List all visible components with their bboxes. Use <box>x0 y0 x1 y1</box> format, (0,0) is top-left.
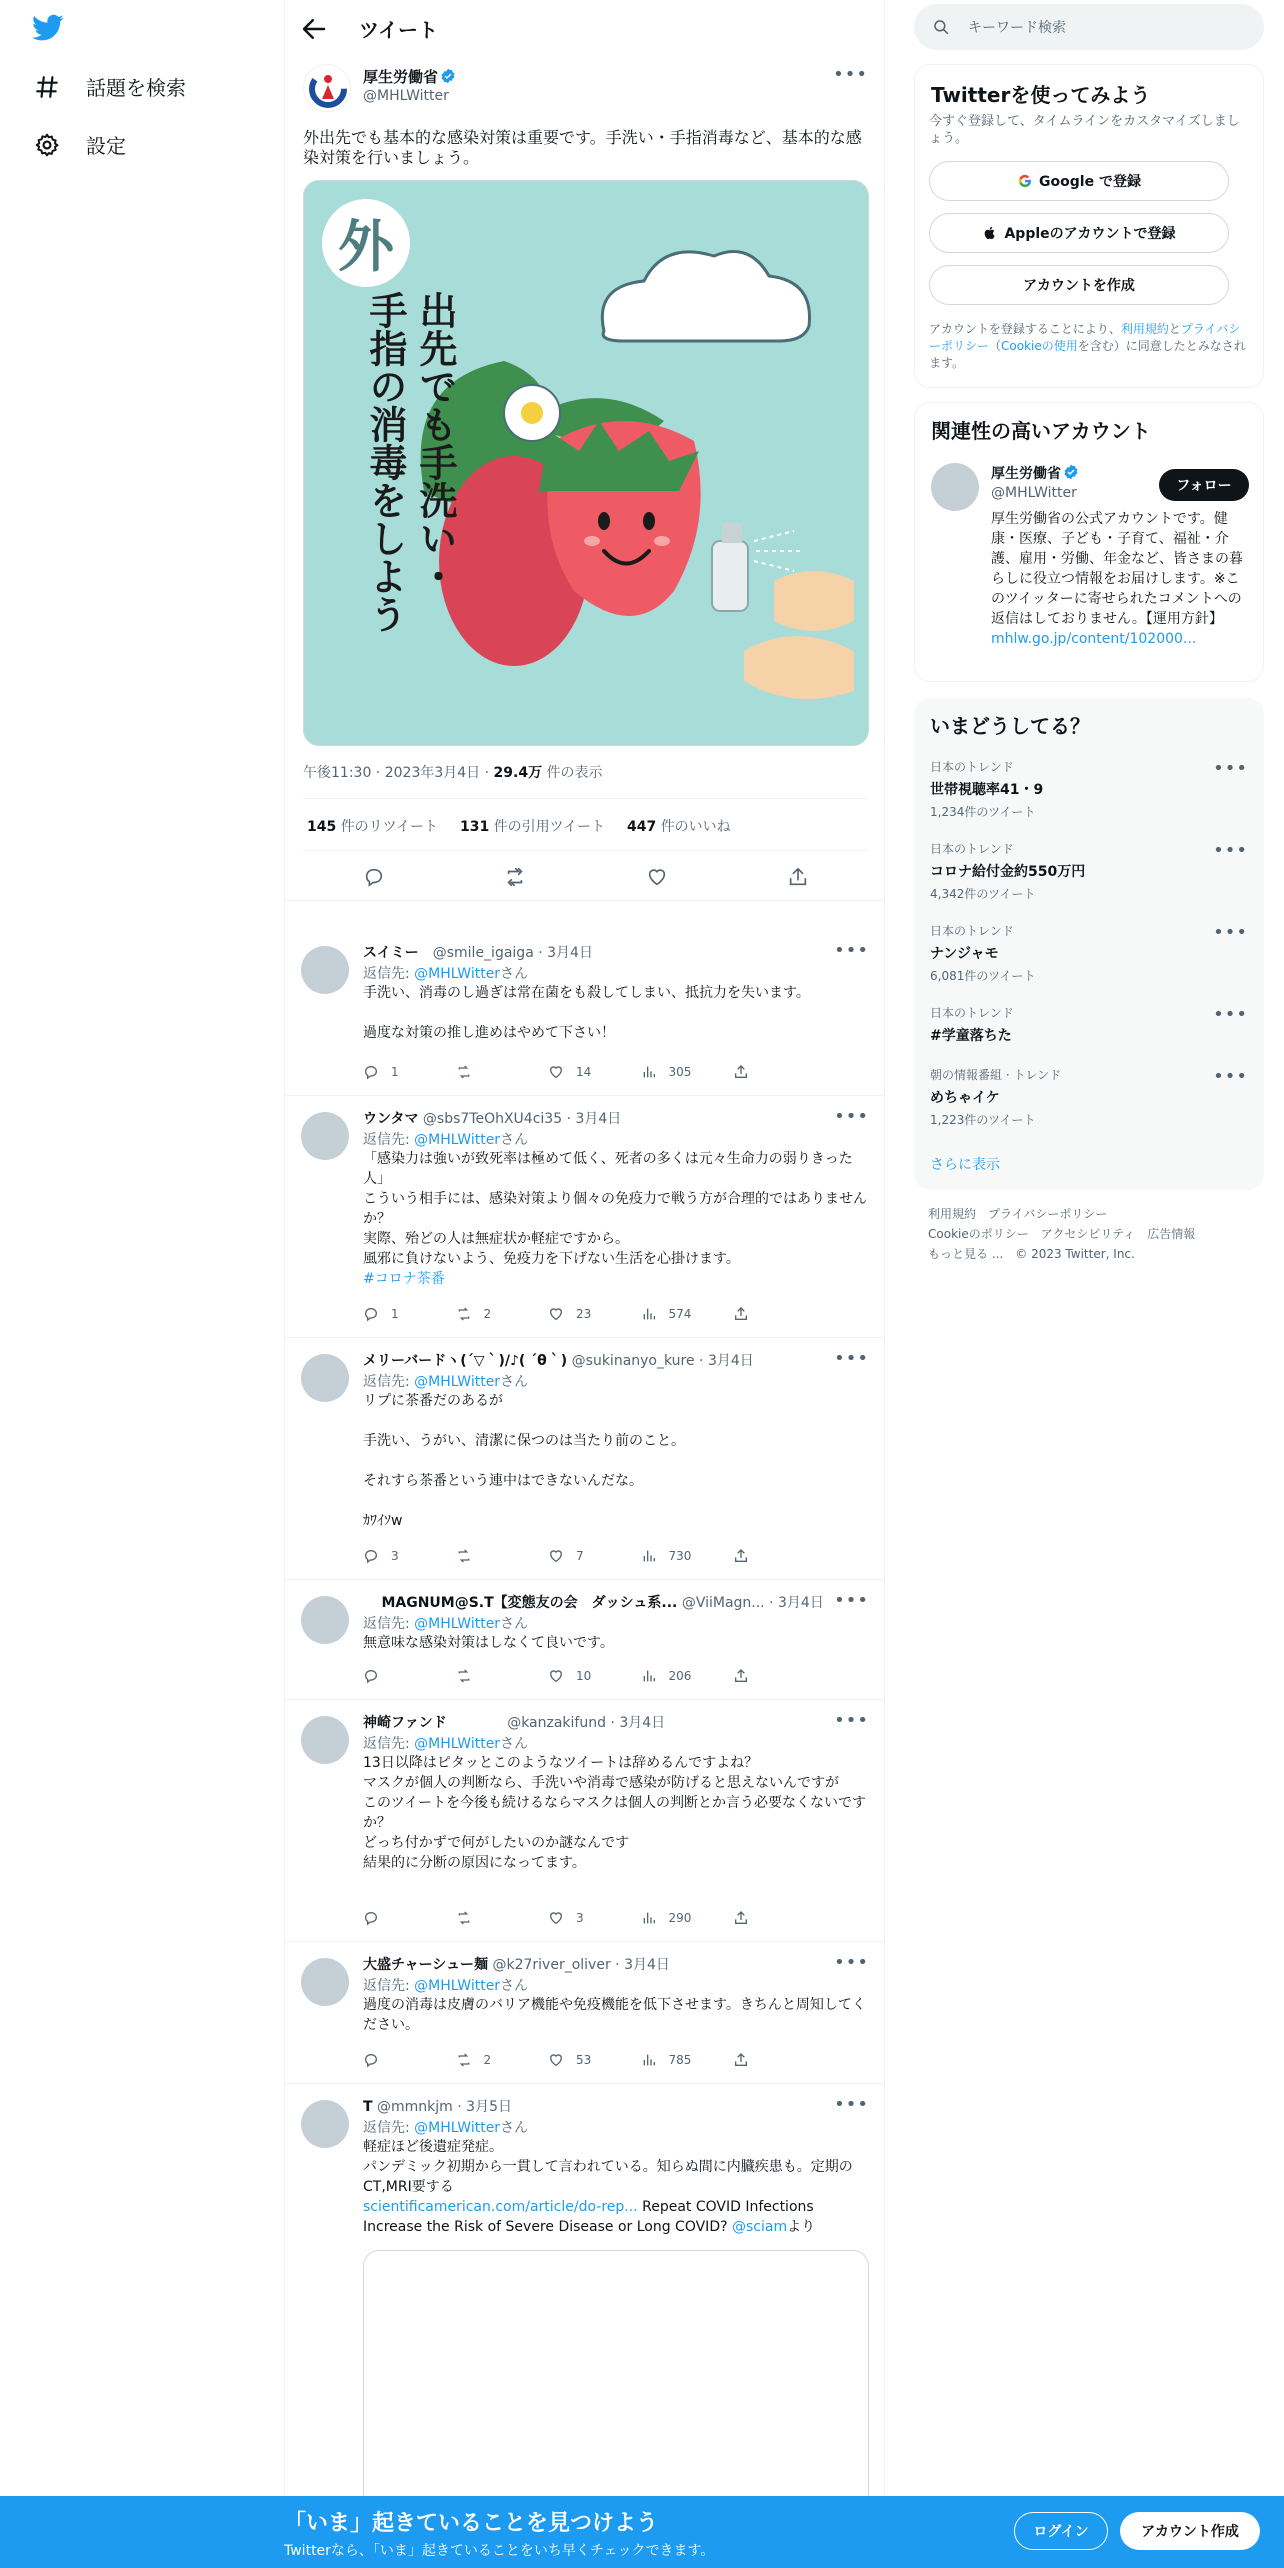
footer-copyright: © 2023 Twitter, Inc. <box>1015 1247 1135 1261</box>
reply-retweet-action[interactable] <box>456 1668 544 1684</box>
views-count: 290 <box>668 1911 692 1925</box>
reply-to-suffix: さん <box>500 1616 529 1632</box>
reply-to-label: 返信先: <box>363 966 410 982</box>
reply-author-name[interactable]: スイミー <box>363 945 419 961</box>
trend-item[interactable] <box>930 1004 1248 1045</box>
create-account-button[interactable] <box>929 265 1229 305</box>
trend-name: コロナ給付金約550万円 <box>930 864 1086 880</box>
tweet-image[interactable] <box>303 180 869 746</box>
legal-paren: （ <box>989 339 1002 353</box>
retweets-label: 件のリツイート <box>340 819 438 835</box>
reply-header: メリーバードヽ(´▽｀)/♪( ´θ｀) @sukinanyo_kure · 3月4日 <box>363 1353 754 1369</box>
reply-date[interactable]: 3月4日 <box>707 1353 754 1369</box>
trend-more-icon[interactable]: ••• <box>1213 1066 1248 1087</box>
reply-author-handle[interactable]: @ViiMagn... <box>681 1595 765 1611</box>
reply-tweet[interactable] <box>285 1338 885 1580</box>
reply-like-action[interactable] <box>548 1306 636 1322</box>
retweet-icon[interactable] <box>504 866 526 888</box>
reply-date[interactable]: 3月4日 <box>624 1957 670 1973</box>
reply-tweet[interactable] <box>285 1096 885 1338</box>
reply-to-handle[interactable]: @MHLWitter <box>414 1978 501 1994</box>
reply-avatar[interactable] <box>301 1112 349 1160</box>
tweet-views-count: 29.4万 <box>493 765 543 781</box>
hashtag-link[interactable]: #コロナ茶番 <box>363 1271 445 1287</box>
trend-more-icon[interactable]: ••• <box>1213 1004 1248 1025</box>
trend-name: 世帯視聴率41・9 <box>930 782 1044 798</box>
reply-author-name[interactable]: メリーバードヽ(´▽｀)/♪( ´θ｀) <box>363 1353 568 1369</box>
mention-link[interactable]: @sciam <box>731 2219 788 2235</box>
reply-views-action[interactable] <box>641 1548 729 1564</box>
hashtag-icon <box>34 74 60 100</box>
search-box[interactable] <box>914 4 1264 50</box>
signup-panel <box>914 64 1264 388</box>
article-title: Repeat COVID Infections Increase the Risk of Severe Disease or Long COVID? <box>363 2199 819 2235</box>
reply-actions <box>363 1668 793 1684</box>
reply-header: ウンタマ @sbs7TeOhXU4ci35 · 3月4日 <box>363 1111 622 1127</box>
reply-to-handle[interactable]: @MHLWitter <box>414 1616 501 1632</box>
reply-to <box>363 1371 528 1391</box>
reply-tweet[interactable] <box>285 930 885 1096</box>
like-count: 10 <box>576 1669 592 1683</box>
reply-author-handle[interactable]: @sukinanyo_kure <box>571 1353 695 1369</box>
related-bio-link[interactable]: mhlw.go.jp/content/102000... <box>991 631 1197 647</box>
cookie-link[interactable]: Cookieの使用 <box>1001 339 1078 353</box>
tweet-actions <box>303 860 869 894</box>
reply-retweet-action[interactable] <box>456 2052 544 2068</box>
reply-to-suffix: さん <box>500 1736 529 1752</box>
trend-more-icon[interactable]: ••• <box>1213 758 1248 779</box>
legal-prefix: アカウントを登録することにより、 <box>929 322 1121 336</box>
views-icon <box>641 2052 657 2068</box>
reply-text-content: 「感染力は強いが致死率は極めて低く、死者の多くは元々生命力の弱りきった人」 こういう相手には、感染対策より個々の免疫力で戦う方が合理的ではありませんか？ 実際、殆どの人は無症状か軽症ですから。 風邪に負けないよう、免疫力を下げない生活を心掛けます。 <box>363 1151 867 1267</box>
share-icon <box>733 1306 749 1322</box>
trend-category: 日本のトレンド <box>930 760 1014 774</box>
signup-title: Twitterを使ってみよう <box>931 83 1151 107</box>
share-icon <box>733 1668 749 1684</box>
reply-more-icon[interactable]: ••• <box>834 1106 869 1127</box>
retweet-icon <box>456 1306 472 1322</box>
views-icon <box>641 1548 657 1564</box>
reply-like-action[interactable] <box>548 1668 636 1684</box>
retweet-icon <box>456 2052 472 2068</box>
reply-author-name[interactable]: ウンタマ <box>363 1111 419 1127</box>
retweet-icon <box>456 1910 472 1926</box>
quotes-label: 件の引用ツイート <box>493 819 605 835</box>
reply-text: 過度の消毒は皮膚のバリア機能や免疫機能を低下させます。きちんと周知してください。 <box>363 1997 866 2033</box>
signup-legal <box>929 321 1249 372</box>
reply-to-label: 返信先: <box>363 2120 410 2136</box>
reply-to-label: 返信先: <box>363 1616 410 1632</box>
verified-badge-icon <box>440 68 456 84</box>
like-icon <box>548 2052 564 2068</box>
reply-text: 13日以降はピタッとこのようなツイートは辞めるんですよね？ マスクが個人の判断なら、手洗いや消毒で感染が防げると思えないんですが このツイートを今後も続けるならマスクは個人の判断とか言う必要なくないですか？ どっち付かずで何がしたいのか謎なんです 結果的に分断の原因になってます。 <box>363 1755 867 1871</box>
reply-more-icon[interactable]: ••• <box>834 2094 869 2115</box>
image-badge: 外 <box>338 214 394 280</box>
legal-and: と <box>1168 322 1181 336</box>
nav-explore[interactable] <box>34 72 186 101</box>
like-count: 23 <box>576 1307 592 1321</box>
reply-icon <box>363 1306 379 1322</box>
retweet-icon <box>456 1064 472 1080</box>
trend-category: 日本のトレンド <box>930 924 1014 938</box>
reply-actions <box>363 1064 793 1080</box>
reply-header: 大盛チャーシュー麺 @k27river_oliver · 3月4日 <box>363 1957 670 1973</box>
reply-header: T @mmnkjm · 3月5日 <box>363 2099 512 2115</box>
like-icon <box>548 1306 564 1322</box>
trend-name: ナンジャモ <box>930 946 999 962</box>
reply-share-action[interactable] <box>733 1548 793 1564</box>
retweet-icon <box>456 1548 472 1564</box>
reply-header: スイミー @smile_igaiga · 3月4日 <box>363 945 593 961</box>
follow-button[interactable]: フォロー <box>1159 469 1249 501</box>
tweet-meta: 午後11:30 · 2023年3月4日 · 29.4万 件の表示 <box>303 765 603 781</box>
reply-like-action[interactable] <box>548 2052 636 2068</box>
divider <box>303 850 869 851</box>
bottom-signup-bar <box>0 2496 1284 2568</box>
bottom-bar-title: 「いま」起きていることを見つけよう <box>284 2511 659 2536</box>
retweets-count: 145 <box>307 819 337 835</box>
reply-icon[interactable] <box>363 866 385 888</box>
reply-more-icon[interactable]: ••• <box>834 1348 869 1369</box>
nav-settings[interactable] <box>34 130 126 159</box>
trend-category: 朝の情報番組 · トレンド <box>930 1068 1062 1082</box>
reply-icon <box>363 2052 379 2068</box>
reply-share-action[interactable] <box>733 1306 793 1322</box>
reply-to-suffix: さん <box>500 1132 529 1148</box>
retweet-icon <box>456 1668 472 1684</box>
reply-to-handle[interactable]: @MHLWitter <box>414 1736 501 1752</box>
reply-to <box>363 963 528 983</box>
like-icon <box>548 1548 564 1564</box>
reply-author-name[interactable]: T <box>363 2099 373 2115</box>
reply-avatar[interactable] <box>301 1958 349 2006</box>
views-count: 305 <box>668 1065 692 1079</box>
reply-to <box>363 1975 528 1995</box>
reply-reply-action[interactable] <box>363 1306 451 1322</box>
reply-retweet-action[interactable] <box>456 1064 544 1080</box>
reply-more-icon[interactable]: ••• <box>834 1952 869 1973</box>
reply-avatar[interactable] <box>301 2100 349 2148</box>
retweet-count: 2 <box>483 1307 492 1321</box>
author-avatar[interactable] <box>303 64 351 112</box>
search-input[interactable]: キーワード検索 <box>968 20 1066 36</box>
verified-badge-icon <box>1063 464 1079 480</box>
reply-author-handle[interactable]: @kanzakifund <box>507 1715 606 1731</box>
reply-like-action[interactable] <box>548 1548 636 1564</box>
footer-accessibility[interactable]: アクセシビリティ <box>1040 1227 1136 1241</box>
reply-to-label: 返信先: <box>363 1978 410 1994</box>
reply-author-name[interactable]: 神崎ファンド <box>363 1715 447 1731</box>
reply-actions <box>363 1910 793 1926</box>
reply-text: 手洗い、消毒のし過ぎは常在菌をも殺してしまい、抵抗力を失います。 過度な対策の推し進めはやめて下さい！ <box>363 985 810 1041</box>
reply-share-action[interactable] <box>733 1668 793 1684</box>
trend-name: めちゃイケ <box>930 1090 1000 1106</box>
image-caption <box>360 291 460 731</box>
reply-share-action[interactable] <box>733 2052 793 2068</box>
tweet-views-label: 件の表示 <box>546 765 603 781</box>
trend-more-icon[interactable]: ••• <box>1213 922 1248 943</box>
related-title: 関連性の高いアカウント <box>931 419 1151 443</box>
image-caption-line1: 出先でも手洗い・ <box>413 291 458 595</box>
quotes-stat[interactable] <box>460 816 605 836</box>
terms-link[interactable]: 利用規約 <box>1120 322 1169 336</box>
reply-more-icon[interactable]: ••• <box>834 940 869 961</box>
views-icon <box>641 1668 657 1684</box>
tweet-stats <box>307 816 731 836</box>
mention-suffix: より <box>787 2219 816 2235</box>
reply-more-icon[interactable]: ••• <box>834 1710 869 1731</box>
footer-links <box>928 1204 1248 1264</box>
show-more-link[interactable]: さらに表示 <box>930 1157 1000 1173</box>
reply-to-suffix: さん <box>500 966 529 982</box>
reply-text: リプに茶番だのあるが 手洗い、うがい、清潔に保つのは当たり前のこと。 それすら茶番という連中はできないんだな。 ｶﾜｲｿw <box>363 1393 685 1529</box>
trend-count: 4,342件のツイート <box>930 887 1036 901</box>
reply-share-action[interactable] <box>733 1910 793 1926</box>
footer-terms[interactable]: 利用規約 <box>928 1207 977 1221</box>
share-icon <box>733 1910 749 1926</box>
reply-reply-action[interactable] <box>363 2052 451 2068</box>
reply-icon <box>363 1668 379 1684</box>
likes-label: 件のいいね <box>660 819 731 835</box>
page-title: ツイート <box>359 18 438 42</box>
legal-suffix: を含む）に同意したとみなされます。 <box>929 339 1246 370</box>
reply-author-handle[interactable]: @smile_igaiga <box>432 945 534 961</box>
twitter-logo-icon[interactable] <box>32 14 64 42</box>
reply-to <box>363 2117 528 2137</box>
trend-count: 1,223件のツイート <box>930 1113 1036 1127</box>
reply-date[interactable]: 3月4日 <box>778 1595 824 1611</box>
reply-text <box>363 1149 869 1289</box>
google-signup-button[interactable] <box>929 161 1229 201</box>
link-card[interactable] <box>363 2250 869 2510</box>
reply-to <box>363 1613 528 1633</box>
reply-retweet-action[interactable] <box>456 1910 544 1926</box>
related-name-row[interactable] <box>991 463 1079 483</box>
nav-settings-label: 設定 <box>86 134 126 158</box>
bottom-bar-subtitle: Twitterなら、「いま」起きていることをいち早くチェックできます。 <box>284 2543 715 2559</box>
footer-ads[interactable]: 広告情報 <box>1147 1227 1196 1241</box>
trends-panel <box>914 698 1264 1190</box>
reply-reply-action[interactable] <box>363 1548 451 1564</box>
footer-privacy[interactable]: プライバシーポリシー <box>988 1207 1108 1221</box>
reply-share-action[interactable] <box>733 1064 793 1080</box>
like-count: 7 <box>576 1549 584 1563</box>
reply-author-handle[interactable]: @mmnkjm <box>377 2099 453 2115</box>
reply-to-handle[interactable]: @MHLWitter <box>414 1374 501 1390</box>
reply-avatar[interactable] <box>301 1596 349 1644</box>
trend-item[interactable] <box>930 840 1248 902</box>
reply-views-action[interactable] <box>641 1064 729 1080</box>
like-count: 53 <box>576 2053 592 2067</box>
reply-actions <box>363 1548 793 1564</box>
views-count: 574 <box>668 1307 692 1321</box>
views-icon <box>641 1910 657 1926</box>
login-button[interactable]: ログイン <box>1014 2512 1108 2550</box>
author-name-row[interactable] <box>363 66 456 87</box>
share-icon <box>733 2052 749 2068</box>
reply-to-suffix: さん <box>500 2120 529 2136</box>
privacy-link[interactable]: プライバシーポリシー <box>929 322 1241 353</box>
views-count: 206 <box>668 1669 692 1683</box>
reply-author-name[interactable]: MAGNUM@S.T【変態友の会 ダッシュ系... <box>381 1595 678 1611</box>
trend-name: #学童落ちた <box>930 1028 1012 1044</box>
author-handle: @MHLWitter <box>363 88 449 104</box>
search-icon <box>932 18 950 36</box>
reply-to-label: 返信先: <box>363 1736 410 1752</box>
trend-more-icon[interactable]: ••• <box>1213 840 1248 861</box>
back-arrow-icon[interactable] <box>299 14 329 44</box>
reply-icon <box>363 1064 379 1080</box>
reply-to <box>363 1733 528 1753</box>
trend-category: 日本のトレンド <box>930 1006 1014 1020</box>
reply-date[interactable]: 3月5日 <box>466 2099 512 2115</box>
reply-reply-action[interactable] <box>363 1668 451 1684</box>
likes-count: 447 <box>627 819 657 835</box>
reply-author-handle[interactable]: @k27river_oliver <box>492 1957 611 1973</box>
related-accounts-panel <box>914 402 1264 682</box>
apple-icon <box>982 225 998 241</box>
reply-actions <box>363 2052 793 2068</box>
reply-to-label: 返信先: <box>363 1374 410 1390</box>
reply-date[interactable]: 3月4日 <box>575 1111 622 1127</box>
like-count: 3 <box>576 1911 584 1925</box>
related-name: 厚生労働省 <box>991 466 1061 482</box>
reply-count: 3 <box>391 1549 399 1563</box>
google-signup-label: Google で登録 <box>1039 174 1141 190</box>
reply-retweet-action[interactable] <box>456 1548 544 1564</box>
reply-icon <box>363 1910 379 1926</box>
share-icon <box>733 1064 749 1080</box>
divider <box>285 900 885 901</box>
related-handle: @MHLWitter <box>991 485 1077 501</box>
reply-like-action[interactable] <box>548 1910 636 1926</box>
tweet-time[interactable]: 午後11:30 <box>303 765 372 781</box>
reply-icon <box>363 1548 379 1564</box>
footer-more[interactable]: もっと見る ... <box>928 1247 1004 1261</box>
share-icon <box>733 1548 749 1564</box>
reply-count: 1 <box>391 1065 399 1079</box>
reply-retweet-action[interactable] <box>456 1306 544 1322</box>
apple-signup-button[interactable] <box>929 213 1229 253</box>
reply-to-suffix: さん <box>500 1978 529 1994</box>
trends-title: いまどうしてる？ <box>930 714 1090 738</box>
mhlw-logo-icon <box>304 65 352 113</box>
reply-to-suffix: さん <box>500 1374 529 1390</box>
author-name: 厚生労働省 <box>363 68 439 86</box>
reply-header: MAGNUM@S.T【変態友の会 ダッシュ系... @ViiMagn... · 3月4日 <box>381 1595 824 1611</box>
like-icon[interactable] <box>646 866 668 888</box>
signup-subtitle: 今すぐ登録して、タイムラインをカスタマイズしましょう。 <box>929 114 1240 146</box>
reply-author-name[interactable]: 大盛チャーシュー麺 <box>363 1957 489 1973</box>
left-sidebar <box>0 0 284 2568</box>
tweet-date[interactable]: 2023年3月4日 <box>384 765 481 781</box>
image-caption-line2: 手指の消毒をしよう <box>363 291 408 633</box>
likes-stat[interactable] <box>627 816 731 836</box>
reply-text <box>363 2137 869 2237</box>
like-icon <box>548 1910 564 1926</box>
views-icon <box>641 1064 657 1080</box>
gear-icon <box>34 132 60 158</box>
reply-more-icon[interactable]: ••• <box>834 1590 869 1611</box>
trend-item[interactable] <box>930 1066 1248 1128</box>
reply-to <box>363 1129 528 1149</box>
reply-views-action[interactable] <box>641 1668 729 1684</box>
trend-count: 6,081件のツイート <box>930 969 1036 983</box>
main-column <box>284 0 885 2568</box>
reply-avatar[interactable] <box>301 1354 349 1402</box>
views-count: 785 <box>668 2053 692 2067</box>
related-avatar[interactable] <box>931 463 979 511</box>
reply-count: 1 <box>391 1307 399 1321</box>
reply-actions <box>363 1306 793 1322</box>
trend-item[interactable] <box>930 922 1248 984</box>
reply-avatar[interactable] <box>301 1716 349 1764</box>
reply-text: 無意味な感染対策はしなくて良いです。 <box>363 1635 614 1651</box>
reply-date[interactable]: 3月4日 <box>619 1715 666 1731</box>
reply-views-action[interactable] <box>641 1306 729 1322</box>
quotes-count: 131 <box>460 819 490 835</box>
reply-reply-action[interactable] <box>363 1910 451 1926</box>
reply-to-handle[interactable]: @MHLWitter <box>414 2120 501 2136</box>
reply-text-content: 軽症ほど後遺症発症。 パンデミック初期から一貫して言われている。知らぬ間に内臓疾患も。定期のCT,MRI要する <box>363 2139 853 2195</box>
share-icon[interactable] <box>787 866 809 888</box>
reply-to-handle[interactable]: @MHLWitter <box>414 966 501 982</box>
reply-tweet[interactable] <box>285 1700 885 1942</box>
reply-header: 神崎ファンド @kanzakifund · 3月4日 <box>363 1715 666 1731</box>
trend-category: 日本のトレンド <box>930 842 1014 856</box>
reply-tweet[interactable] <box>285 1942 885 2084</box>
reply-tweet[interactable] <box>285 2084 885 2496</box>
google-icon <box>1017 173 1033 189</box>
reply-views-action[interactable] <box>641 1910 729 1926</box>
like-icon <box>548 1064 564 1080</box>
like-icon <box>548 1668 564 1684</box>
related-bio <box>991 509 1253 649</box>
reply-like-action[interactable] <box>548 1064 636 1080</box>
more-options-icon[interactable]: ••• <box>833 64 868 85</box>
reply-reply-action[interactable] <box>363 1064 451 1080</box>
trend-item[interactable] <box>930 758 1248 820</box>
footer-cookie[interactable]: Cookieのポリシー <box>928 1227 1029 1241</box>
views-icon <box>641 1306 657 1322</box>
views-count: 730 <box>668 1549 692 1563</box>
reply-views-action[interactable] <box>641 2052 729 2068</box>
reply-date[interactable]: 3月4日 <box>547 945 593 961</box>
divider <box>303 798 869 799</box>
right-sidebar <box>914 0 1264 2568</box>
retweets-stat[interactable] <box>307 816 438 836</box>
reply-to-handle[interactable]: @MHLWitter <box>414 1132 501 1148</box>
trend-count: 1,234件のツイート <box>930 805 1036 819</box>
reply-author-handle[interactable]: @sbs7TeOhXU4ci35 <box>422 1111 563 1127</box>
signup-button[interactable]: アカウント作成 <box>1120 2512 1260 2550</box>
nav-explore-label: 話題を検索 <box>86 76 186 100</box>
reply-to-label: 返信先: <box>363 1132 410 1148</box>
reply-tweet[interactable] <box>285 1580 885 1700</box>
reply-avatar[interactable] <box>301 946 349 994</box>
article-link[interactable]: scientificamerican.com/article/do-rep... <box>363 2199 638 2215</box>
create-account-label: アカウントを作成 <box>1023 278 1135 294</box>
apple-signup-label: Appleのアカウントで登録 <box>1004 226 1176 242</box>
tweet-text: 外出先でも基本的な感染対策は重要です。手洗い・手指消毒など、基本的な感染対策を行いましょう。 <box>303 128 862 167</box>
like-count: 14 <box>576 1065 592 1079</box>
related-bio-text: 厚生労働省の公式アカウントです。健康・医療、子ども・子育て、福祉・介護、雇用・労働、年金など、皆さまの暮らしに役立つ情報をお届けします。※このツイッターに寄せられたコメントへの返信はしておりません。【運用方針】 <box>991 511 1243 627</box>
retweet-count: 2 <box>483 2053 492 2067</box>
